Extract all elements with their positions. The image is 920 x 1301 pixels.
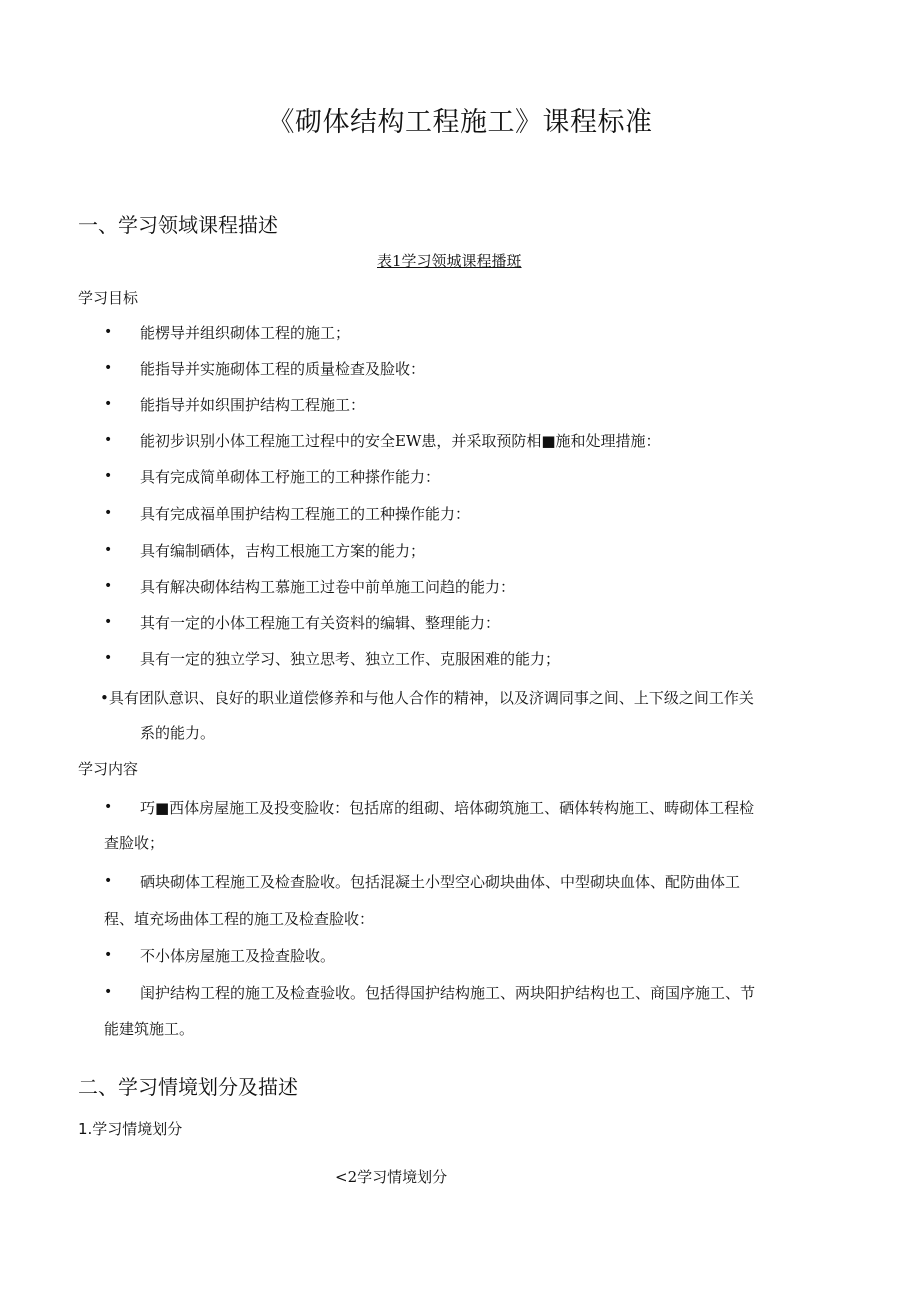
goal-item: 能指导并实施砌体工程的质量检查及脸收： xyxy=(140,360,426,378)
goal-bullet: • xyxy=(104,650,113,666)
goal-item: 具有完成简单砌体工杼施工的工种搽作能力： xyxy=(140,468,441,486)
section-heading-1: 一、学习领域课程描述 xyxy=(78,213,278,237)
content-label: 学习内容 xyxy=(78,760,139,778)
goal-bullet: • xyxy=(104,360,113,376)
content-item-line2: 查脸收； xyxy=(104,834,165,852)
goal-item: 具有编制硒体，吉构工根施工方案的能力； xyxy=(140,542,426,560)
goal-bullet: • xyxy=(104,614,113,630)
goal-last-line1: •具有团队意识、良好的职业道偿修养和与他人合作的精神，以及济调同事之间、上下级之间工作关 xyxy=(100,689,754,707)
goal-item: 具有完成福单围护结构工程施工的工种操作能力： xyxy=(140,505,471,523)
content-bullet: • xyxy=(104,799,113,815)
content-item-line1: 硒块砌体工程施工及检查脸收。包括混凝土小型空心砌块曲体、中型砌块血体、配防曲体工 xyxy=(140,873,741,891)
section-heading-2: 二、学习情境划分及描述 xyxy=(78,1075,298,1099)
goal-item: 其有一定的小体工程施工有关资料的编辑、整理能力： xyxy=(140,614,501,632)
content-item-line2: 能建筑施工。 xyxy=(104,1020,195,1038)
table-caption-1-text: 表1学习领城课程播斑 xyxy=(377,252,522,270)
goal-bullet: • xyxy=(104,396,113,412)
content-item-line1: 巧■西体房屋施工及投变脸收：包括席的组砌、培体砌筑施工、硒体转构施工、畴砌体工程检 xyxy=(140,799,755,817)
table-caption-1 xyxy=(377,250,522,271)
content-bullet: • xyxy=(104,984,113,1000)
content-item-line1: 不小体房屋施工及捡查脸收。 xyxy=(140,947,336,965)
goal-item: 能楞导并组织砌体工程的施工； xyxy=(140,324,351,342)
content-bullet: • xyxy=(104,947,113,963)
content-item-line1: 闺护结构工程的施工及检查验收。包括得国护结构施工、两块阳护结构也工、商国序施工、节 xyxy=(140,984,756,1002)
goal-item: 能指导并如织围护结构工程施工： xyxy=(140,396,366,414)
goal-item: 具有解决砌体结构工慕施工过卷中前单施工问趋的能力： xyxy=(140,578,516,596)
subsection-heading: 1.学习情境划分 xyxy=(78,1120,183,1138)
goal-bullet: • xyxy=(104,324,113,340)
goal-bullet: • xyxy=(104,578,113,594)
goal-bullet: • xyxy=(104,468,113,484)
goal-last-line2: 系的能力。 xyxy=(140,724,216,742)
page-title: 《砌体结构工程施工》课程标准 xyxy=(267,107,653,138)
content-bullet: • xyxy=(104,873,113,889)
goal-item: 具有一定的独立学习、独立思考、独立工作、克服困难的能力； xyxy=(140,650,561,668)
goal-bullet: • xyxy=(104,505,113,521)
table-caption-2: <2学习情境划分 xyxy=(335,1168,448,1186)
goals-label: 学习目标 xyxy=(78,289,139,307)
goal-bullet: • xyxy=(104,432,113,448)
content-item-line2: 程、埴充场曲体工程的施工及检查脸收： xyxy=(104,910,375,928)
goal-item: 能初步识别小体工程施工过程中的安全EW患，并采取预防相■施和处理措施： xyxy=(140,432,661,450)
goal-bullet: • xyxy=(104,542,113,558)
